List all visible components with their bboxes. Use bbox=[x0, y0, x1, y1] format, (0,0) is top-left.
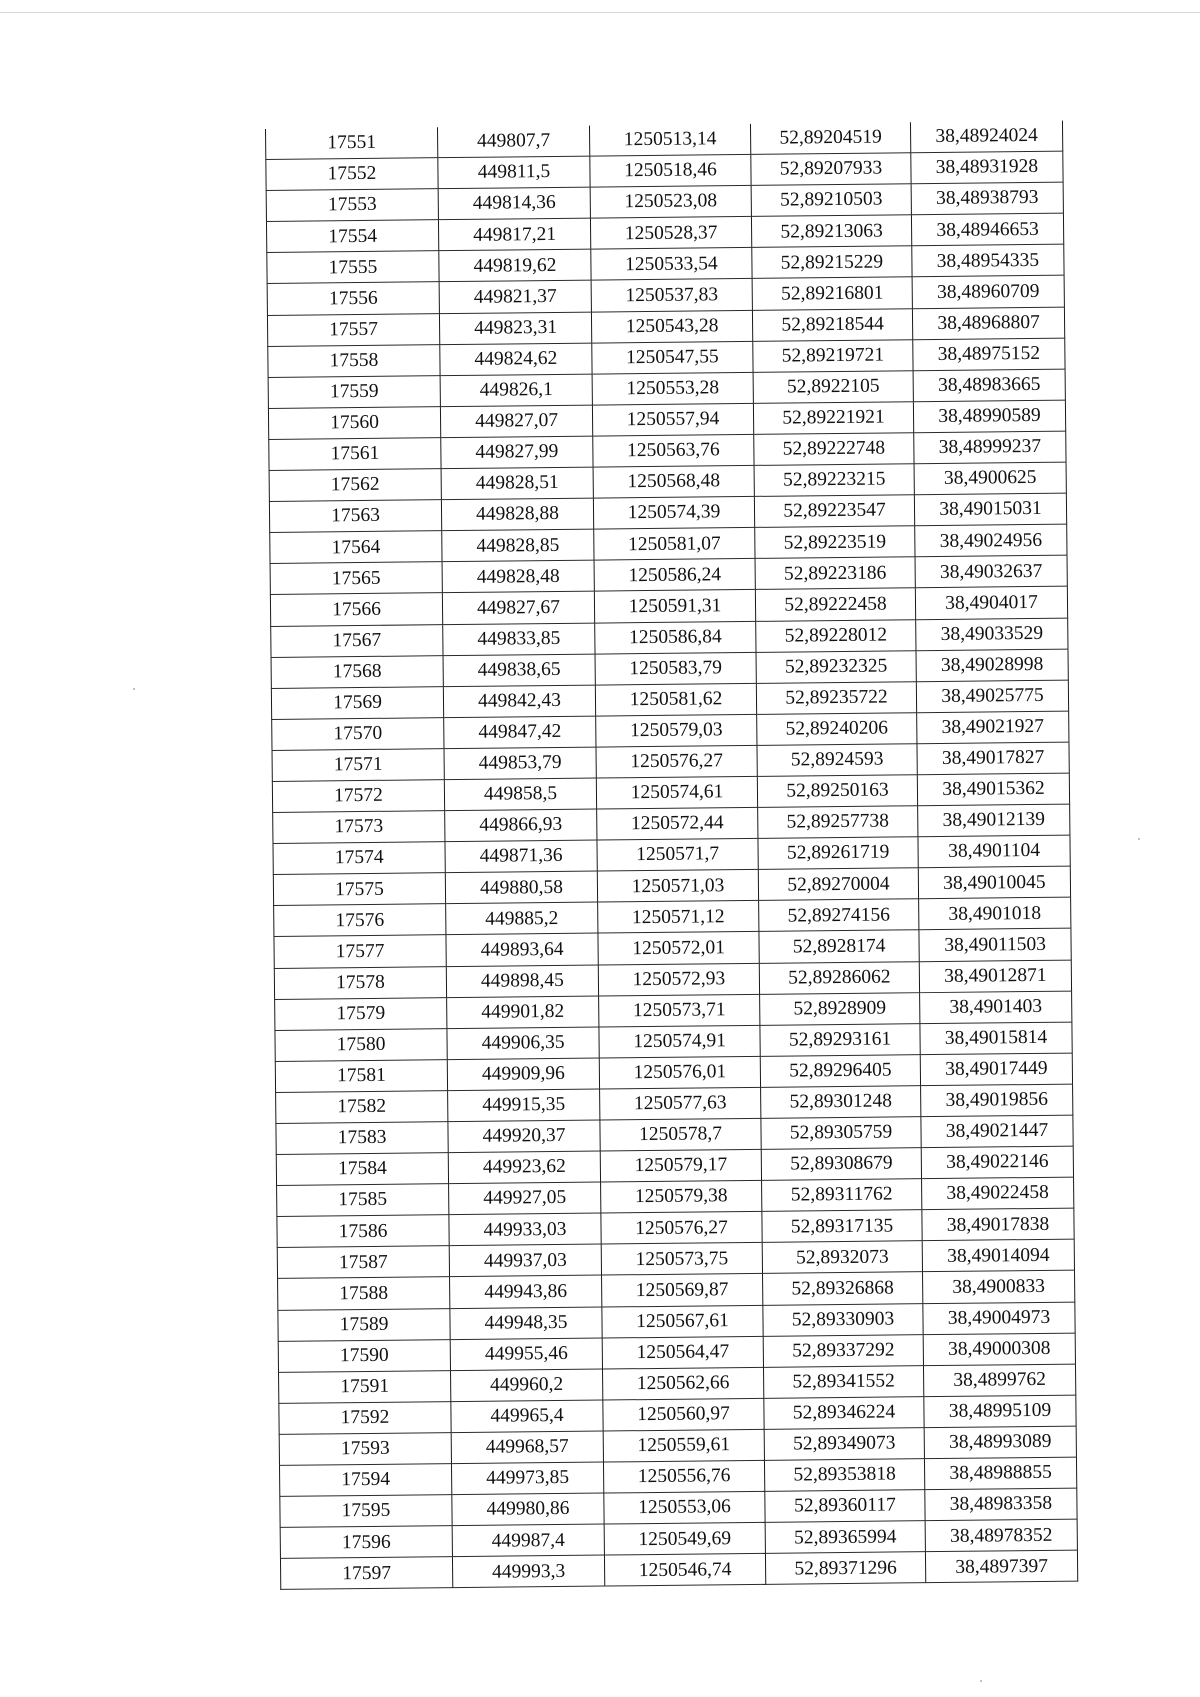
point-number-cell: 17570 bbox=[272, 717, 444, 750]
point-number-cell: 17582 bbox=[276, 1091, 448, 1124]
x-coordinate-cell: 449993,3 bbox=[452, 1555, 604, 1588]
longitude-cell: 38,48946653 bbox=[911, 213, 1063, 246]
latitude-cell: 52,89257738 bbox=[758, 806, 918, 839]
y-coordinate-cell: 1250560,97 bbox=[603, 1398, 764, 1431]
y-coordinate-cell: 1250562,66 bbox=[603, 1367, 764, 1400]
latitude-cell: 52,8922105 bbox=[753, 370, 913, 403]
x-coordinate-cell: 449980,86 bbox=[452, 1493, 604, 1526]
latitude-cell: 52,89337292 bbox=[763, 1334, 923, 1367]
point-number-cell: 17563 bbox=[269, 500, 441, 533]
latitude-cell: 52,89222748 bbox=[754, 433, 914, 466]
y-coordinate-cell: 1250572,44 bbox=[597, 807, 758, 840]
latitude-cell: 52,89296405 bbox=[760, 1055, 920, 1088]
y-coordinate-cell: 1250591,31 bbox=[594, 590, 755, 623]
x-coordinate-cell: 449885,2 bbox=[446, 902, 598, 935]
longitude-cell: 38,48995109 bbox=[924, 1395, 1076, 1428]
x-coordinate-cell: 449823,31 bbox=[439, 312, 591, 345]
x-coordinate-cell: 449898,45 bbox=[446, 965, 598, 998]
longitude-cell: 38,48954335 bbox=[912, 245, 1064, 278]
point-number-cell: 17558 bbox=[268, 344, 440, 377]
x-coordinate-cell: 449827,99 bbox=[441, 436, 593, 469]
y-coordinate-cell: 1250571,03 bbox=[597, 870, 758, 903]
point-number-cell: 17596 bbox=[280, 1526, 452, 1559]
point-number-cell: 17578 bbox=[274, 966, 446, 999]
x-coordinate-cell: 449965,4 bbox=[451, 1400, 603, 1433]
x-coordinate-cell: 449827,07 bbox=[440, 405, 592, 438]
y-coordinate-cell: 1250572,01 bbox=[598, 932, 759, 965]
point-number-cell: 17586 bbox=[277, 1215, 449, 1248]
x-coordinate-cell: 449828,88 bbox=[441, 498, 593, 531]
coordinates-table bbox=[265, 121, 1078, 1591]
latitude-cell: 52,89330903 bbox=[763, 1303, 923, 1336]
latitude-cell: 52,89341552 bbox=[763, 1365, 923, 1398]
y-coordinate-cell: 1250547,55 bbox=[592, 341, 753, 374]
latitude-cell: 52,89326868 bbox=[763, 1272, 923, 1305]
x-coordinate-cell: 449880,58 bbox=[445, 871, 597, 904]
y-coordinate-cell: 1250577,63 bbox=[600, 1087, 761, 1120]
latitude-cell: 52,89250163 bbox=[757, 775, 917, 808]
y-coordinate-cell: 1250574,91 bbox=[599, 1025, 760, 1058]
y-coordinate-cell: 1250576,01 bbox=[599, 1056, 760, 1089]
longitude-cell: 38,49033529 bbox=[916, 618, 1068, 651]
longitude-cell: 38,49025775 bbox=[916, 680, 1068, 713]
latitude-cell: 52,89274156 bbox=[759, 899, 919, 932]
latitude-cell: 52,89317135 bbox=[762, 1210, 922, 1243]
y-coordinate-cell: 1250571,7 bbox=[597, 839, 758, 872]
latitude-cell: 52,89360117 bbox=[765, 1490, 925, 1523]
longitude-cell: 38,4900625 bbox=[914, 462, 1066, 495]
point-number-cell: 17574 bbox=[273, 842, 445, 875]
longitude-cell: 38,49028998 bbox=[916, 649, 1068, 682]
x-coordinate-cell: 449814,36 bbox=[438, 187, 590, 220]
x-coordinate-cell: 449833,85 bbox=[443, 623, 595, 656]
y-coordinate-cell: 1250537,83 bbox=[591, 279, 752, 312]
x-coordinate-cell: 449847,42 bbox=[444, 716, 596, 749]
point-number-cell: 17572 bbox=[272, 780, 444, 813]
point-number-cell: 17584 bbox=[276, 1153, 448, 1186]
x-coordinate-cell: 449817,21 bbox=[438, 218, 590, 251]
y-coordinate-cell: 1250564,47 bbox=[602, 1336, 763, 1369]
y-coordinate-cell: 1250573,71 bbox=[599, 994, 760, 1027]
point-number-cell: 17591 bbox=[279, 1370, 451, 1403]
x-coordinate-cell: 449943,86 bbox=[450, 1276, 602, 1309]
latitude-cell: 52,89223547 bbox=[754, 495, 914, 528]
longitude-cell: 38,49019856 bbox=[921, 1084, 1073, 1117]
point-number-cell: 17594 bbox=[279, 1464, 451, 1497]
longitude-cell: 38,4897397 bbox=[925, 1550, 1077, 1583]
point-number-cell: 17592 bbox=[279, 1401, 451, 1434]
latitude-cell: 52,89222458 bbox=[755, 588, 915, 621]
longitude-cell: 38,49017827 bbox=[917, 742, 1069, 775]
point-number-cell: 17555 bbox=[267, 251, 439, 284]
x-coordinate-cell: 449853,79 bbox=[444, 747, 596, 780]
y-coordinate-cell: 1250533,54 bbox=[591, 248, 752, 281]
latitude-cell: 52,89371296 bbox=[765, 1552, 925, 1585]
x-coordinate-cell: 449871,36 bbox=[445, 840, 597, 873]
y-coordinate-cell: 1250572,93 bbox=[598, 963, 759, 996]
x-coordinate-cell: 449937,03 bbox=[449, 1244, 601, 1277]
point-number-cell: 17587 bbox=[277, 1246, 449, 1279]
latitude-cell: 52,89223519 bbox=[755, 526, 915, 559]
latitude-cell: 52,89207933 bbox=[751, 153, 911, 186]
longitude-cell: 38,4904017 bbox=[915, 587, 1067, 620]
y-coordinate-cell: 1250586,24 bbox=[594, 559, 755, 592]
y-coordinate-cell: 1250559,61 bbox=[603, 1429, 764, 1462]
x-coordinate-cell: 449893,64 bbox=[446, 933, 598, 966]
longitude-cell: 38,48931928 bbox=[911, 151, 1063, 184]
x-coordinate-cell: 449858,5 bbox=[444, 778, 596, 811]
latitude-cell: 52,89293161 bbox=[760, 1023, 920, 1056]
x-coordinate-cell: 449920,37 bbox=[448, 1120, 600, 1153]
longitude-cell: 38,49014094 bbox=[922, 1239, 1074, 1272]
longitude-cell: 38,48968807 bbox=[912, 307, 1064, 340]
y-coordinate-cell: 1250518,46 bbox=[590, 155, 751, 188]
latitude-cell: 52,89219721 bbox=[753, 339, 913, 372]
latitude-cell: 52,8928909 bbox=[760, 992, 920, 1025]
x-coordinate-cell: 449909,96 bbox=[447, 1058, 599, 1091]
document-page bbox=[265, 121, 1077, 1591]
y-coordinate-cell: 1250553,06 bbox=[604, 1491, 765, 1524]
scan-speck bbox=[1138, 838, 1140, 840]
y-coordinate-cell: 1250579,03 bbox=[596, 714, 757, 747]
x-coordinate-cell: 449866,93 bbox=[445, 809, 597, 842]
longitude-cell: 38,48924024 bbox=[910, 121, 1062, 153]
longitude-cell: 38,49004973 bbox=[923, 1302, 1075, 1335]
longitude-cell: 38,49012871 bbox=[919, 960, 1071, 993]
y-coordinate-cell: 1250557,94 bbox=[592, 403, 753, 436]
point-number-cell: 17556 bbox=[267, 282, 439, 315]
point-number-cell: 17590 bbox=[278, 1339, 450, 1372]
latitude-cell: 52,89216801 bbox=[752, 277, 912, 310]
y-coordinate-cell: 1250576,27 bbox=[596, 745, 757, 778]
point-number-cell: 17552 bbox=[266, 158, 438, 191]
scan-top-edge bbox=[0, 12, 1200, 13]
x-coordinate-cell: 449923,62 bbox=[448, 1151, 600, 1184]
latitude-cell: 52,89270004 bbox=[758, 868, 918, 901]
longitude-cell: 38,48988855 bbox=[924, 1457, 1076, 1490]
point-number-cell: 17554 bbox=[266, 220, 438, 253]
x-coordinate-cell: 449828,48 bbox=[442, 560, 594, 593]
latitude-cell: 52,8932073 bbox=[762, 1241, 922, 1274]
longitude-cell: 38,4901104 bbox=[918, 835, 1070, 868]
longitude-cell: 38,49012139 bbox=[918, 804, 1070, 837]
latitude-cell: 52,89308679 bbox=[761, 1148, 921, 1181]
longitude-cell: 38,4899762 bbox=[923, 1364, 1075, 1397]
point-number-cell: 17551 bbox=[265, 127, 437, 159]
point-number-cell: 17564 bbox=[270, 531, 442, 564]
point-number-cell: 17581 bbox=[275, 1059, 447, 1092]
x-coordinate-cell: 449824,62 bbox=[440, 343, 592, 376]
point-number-cell: 17573 bbox=[273, 811, 445, 844]
point-number-cell: 17577 bbox=[274, 935, 446, 968]
point-number-cell: 17569 bbox=[271, 686, 443, 719]
point-number-cell: 17597 bbox=[280, 1557, 452, 1590]
y-coordinate-cell: 1250586,84 bbox=[595, 621, 756, 654]
latitude-cell: 52,89261719 bbox=[758, 837, 918, 870]
y-coordinate-cell: 1250543,28 bbox=[591, 310, 752, 343]
x-coordinate-cell: 449901,82 bbox=[447, 996, 599, 1029]
y-coordinate-cell: 1250583,79 bbox=[595, 652, 756, 685]
latitude-cell: 52,89218544 bbox=[752, 308, 912, 341]
x-coordinate-cell: 449807,7 bbox=[437, 126, 589, 158]
longitude-cell: 38,4901403 bbox=[920, 991, 1072, 1024]
y-coordinate-cell: 1250574,39 bbox=[593, 497, 754, 530]
y-coordinate-cell: 1250556,76 bbox=[603, 1460, 764, 1493]
point-number-cell: 17579 bbox=[275, 997, 447, 1030]
y-coordinate-cell: 1250573,75 bbox=[601, 1243, 762, 1276]
point-number-cell: 17562 bbox=[269, 469, 441, 502]
latitude-cell: 52,89353818 bbox=[764, 1459, 924, 1492]
latitude-cell: 52,89365994 bbox=[765, 1521, 925, 1554]
coordinates-table-body bbox=[265, 121, 1077, 1590]
y-coordinate-cell: 1250571,12 bbox=[598, 901, 759, 934]
point-number-cell: 17588 bbox=[278, 1277, 450, 1310]
latitude-cell: 52,89346224 bbox=[764, 1397, 924, 1430]
longitude-cell: 38,49017838 bbox=[922, 1208, 1074, 1241]
y-coordinate-cell: 1250579,17 bbox=[600, 1149, 761, 1182]
y-coordinate-cell: 1250569,87 bbox=[602, 1274, 763, 1307]
latitude-cell: 52,89305759 bbox=[761, 1117, 921, 1150]
longitude-cell: 38,49015814 bbox=[920, 1022, 1072, 1055]
x-coordinate-cell: 449973,85 bbox=[451, 1462, 603, 1495]
y-coordinate-cell: 1250528,37 bbox=[590, 217, 751, 250]
x-coordinate-cell: 449915,35 bbox=[448, 1089, 600, 1122]
point-number-cell: 17583 bbox=[276, 1122, 448, 1155]
latitude-cell: 52,89215229 bbox=[752, 246, 912, 279]
longitude-cell: 38,48993089 bbox=[924, 1426, 1076, 1459]
x-coordinate-cell: 449906,35 bbox=[447, 1027, 599, 1060]
scan-speck bbox=[980, 1680, 982, 1682]
longitude-cell: 38,49024956 bbox=[915, 524, 1067, 557]
y-coordinate-cell: 1250567,61 bbox=[602, 1305, 763, 1338]
y-coordinate-cell: 1250523,08 bbox=[590, 186, 751, 219]
latitude-cell: 52,89311762 bbox=[762, 1179, 922, 1212]
longitude-cell: 38,49022146 bbox=[921, 1146, 1073, 1179]
point-number-cell: 17561 bbox=[269, 438, 441, 471]
latitude-cell: 52,8924593 bbox=[757, 744, 917, 777]
longitude-cell: 38,49022458 bbox=[922, 1177, 1074, 1210]
x-coordinate-cell: 449827,67 bbox=[442, 591, 594, 624]
point-number-cell: 17568 bbox=[271, 655, 443, 688]
y-coordinate-cell: 1250553,28 bbox=[592, 372, 753, 405]
longitude-cell: 38,49010045 bbox=[918, 866, 1070, 899]
longitude-cell: 38,48983665 bbox=[913, 369, 1065, 402]
point-number-cell: 17566 bbox=[270, 593, 442, 626]
point-number-cell: 17571 bbox=[272, 749, 444, 782]
x-coordinate-cell: 449960,2 bbox=[451, 1369, 603, 1402]
latitude-cell: 52,8928174 bbox=[759, 930, 919, 963]
x-coordinate-cell: 449933,03 bbox=[449, 1213, 601, 1246]
longitude-cell: 38,4900833 bbox=[923, 1271, 1075, 1304]
point-number-cell: 17559 bbox=[268, 375, 440, 408]
latitude-cell: 52,89223186 bbox=[755, 557, 915, 590]
point-number-cell: 17589 bbox=[278, 1308, 450, 1341]
y-coordinate-cell: 1250549,69 bbox=[604, 1523, 765, 1556]
point-number-cell: 17580 bbox=[275, 1028, 447, 1061]
point-number-cell: 17575 bbox=[273, 873, 445, 906]
longitude-cell: 38,48938793 bbox=[911, 182, 1063, 215]
latitude-cell: 52,89221921 bbox=[753, 402, 913, 435]
latitude-cell: 52,89223215 bbox=[754, 464, 914, 497]
y-coordinate-cell: 1250568,48 bbox=[593, 465, 754, 498]
point-number-cell: 17565 bbox=[270, 562, 442, 595]
x-coordinate-cell: 449826,1 bbox=[440, 374, 592, 407]
point-number-cell: 17560 bbox=[268, 407, 440, 440]
y-coordinate-cell: 1250513,14 bbox=[589, 124, 750, 156]
y-coordinate-cell: 1250574,61 bbox=[596, 776, 757, 809]
longitude-cell: 38,49011503 bbox=[919, 929, 1071, 962]
longitude-cell: 38,48990589 bbox=[913, 400, 1065, 433]
longitude-cell: 38,48960709 bbox=[912, 276, 1064, 309]
y-coordinate-cell: 1250581,62 bbox=[595, 683, 756, 716]
longitude-cell: 38,49017449 bbox=[920, 1053, 1072, 1086]
longitude-cell: 38,49015362 bbox=[917, 773, 1069, 806]
latitude-cell: 52,89228012 bbox=[756, 619, 916, 652]
longitude-cell: 38,49021447 bbox=[921, 1115, 1073, 1148]
y-coordinate-cell: 1250576,27 bbox=[601, 1212, 762, 1245]
point-number-cell: 17595 bbox=[280, 1495, 452, 1528]
latitude-cell: 52,89286062 bbox=[759, 961, 919, 994]
latitude-cell: 52,89235722 bbox=[756, 681, 916, 714]
point-number-cell: 17553 bbox=[266, 189, 438, 222]
x-coordinate-cell: 449842,43 bbox=[443, 685, 595, 718]
latitude-cell: 52,89301248 bbox=[761, 1086, 921, 1119]
x-coordinate-cell: 449811,5 bbox=[438, 156, 590, 189]
longitude-cell: 38,49015031 bbox=[914, 493, 1066, 526]
x-coordinate-cell: 449828,85 bbox=[442, 529, 594, 562]
x-coordinate-cell: 449821,37 bbox=[439, 281, 591, 314]
x-coordinate-cell: 449968,57 bbox=[451, 1431, 603, 1464]
scan-speck bbox=[133, 688, 135, 690]
y-coordinate-cell: 1250581,07 bbox=[594, 528, 755, 561]
x-coordinate-cell: 449955,46 bbox=[450, 1338, 602, 1371]
longitude-cell: 38,49021927 bbox=[917, 711, 1069, 744]
x-coordinate-cell: 449819,62 bbox=[439, 249, 591, 282]
latitude-cell: 52,89213063 bbox=[751, 215, 911, 248]
longitude-cell: 38,48978352 bbox=[925, 1519, 1077, 1552]
longitude-cell: 38,48975152 bbox=[913, 338, 1065, 371]
x-coordinate-cell: 449828,51 bbox=[441, 467, 593, 500]
y-coordinate-cell: 1250546,74 bbox=[604, 1554, 765, 1587]
point-number-cell: 17576 bbox=[274, 904, 446, 937]
longitude-cell: 38,4901018 bbox=[919, 897, 1071, 930]
point-number-cell: 17585 bbox=[277, 1184, 449, 1217]
x-coordinate-cell: 449927,05 bbox=[449, 1182, 601, 1215]
longitude-cell: 38,48999237 bbox=[914, 431, 1066, 464]
point-number-cell: 17567 bbox=[271, 624, 443, 657]
latitude-cell: 52,89210503 bbox=[751, 184, 911, 217]
longitude-cell: 38,48983358 bbox=[925, 1488, 1077, 1521]
latitude-cell: 52,89240206 bbox=[757, 712, 917, 745]
point-number-cell: 17593 bbox=[279, 1433, 451, 1466]
point-number-cell: 17557 bbox=[267, 313, 439, 346]
longitude-cell: 38,49032637 bbox=[915, 555, 1067, 588]
latitude-cell: 52,89232325 bbox=[756, 650, 916, 683]
y-coordinate-cell: 1250563,76 bbox=[593, 434, 754, 467]
latitude-cell: 52,89204519 bbox=[750, 122, 910, 154]
x-coordinate-cell: 449987,4 bbox=[452, 1524, 604, 1557]
x-coordinate-cell: 449948,35 bbox=[450, 1307, 602, 1340]
y-coordinate-cell: 1250579,38 bbox=[601, 1181, 762, 1214]
latitude-cell: 52,89349073 bbox=[764, 1428, 924, 1461]
x-coordinate-cell: 449838,65 bbox=[443, 654, 595, 687]
y-coordinate-cell: 1250578,7 bbox=[600, 1118, 761, 1151]
longitude-cell: 38,49000308 bbox=[923, 1333, 1075, 1366]
